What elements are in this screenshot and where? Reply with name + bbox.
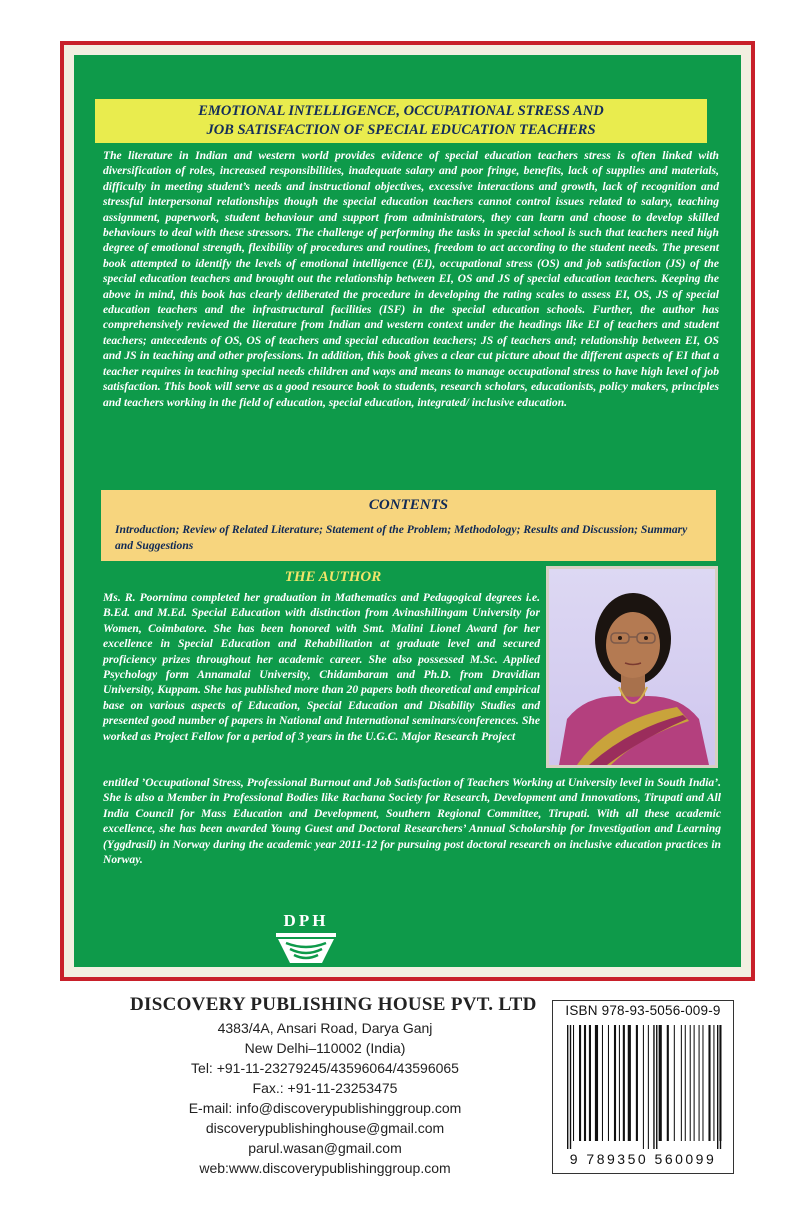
barcode-bar: [648, 1025, 649, 1149]
publisher-email-2: discoverypublishinghouse@gmail.com: [205, 1120, 445, 1136]
publisher-fax: Fax.: +91-11-23253475: [252, 1080, 398, 1096]
barcode-bar: [656, 1025, 657, 1149]
barcode-bar: [690, 1025, 691, 1141]
barcode-bar: [570, 1025, 571, 1149]
author-photo-frame: [546, 566, 718, 768]
contents-box: [101, 490, 716, 561]
barcode-bar: [579, 1025, 581, 1141]
barcode-bar: [636, 1025, 638, 1141]
barcode-bar: [619, 1025, 620, 1141]
barcode-bar: [595, 1025, 598, 1141]
barcode-bar: [628, 1025, 631, 1141]
barcode-bar: [681, 1025, 682, 1141]
barcode-bar: [674, 1025, 675, 1141]
isbn-label: ISBN 978-93-5056-009-9: [565, 1003, 721, 1018]
publisher-tel: Tel: +91-11-23279245/43596064/43596065: [191, 1060, 459, 1076]
publisher-address-2: New Delhi–110002 (India): [244, 1040, 406, 1056]
barcode-bar: [623, 1025, 625, 1141]
barcode-bar: [659, 1025, 662, 1141]
author-photo: [549, 569, 715, 765]
contents-heading: CONTENTS: [368, 497, 449, 513]
publisher-address-1: 4383/4A, Ansari Road, Darya Ganj: [217, 1020, 433, 1036]
barcode-bar: [589, 1025, 591, 1141]
book-blurb: The literature in Indian and western world provides evidence of special education teachers stress is often linked with diversification of roles, increased responsibilities, inadequate salary and poor fringe, benefits, lack of supplies and materials, difficulty in meeting student’s needs and instructional objectives, excessive interactions and growth, lack of recognition and stressful interpersonal relationships though the special education teachers cannot control issues related to salary, teaching assignment, paperwork, student behaviour and support from administrators, they can learn and choose to develop skilled behaviours to deal with these stressors. The challenge of performing the tasks in special school is such that teachers need high degree of emotional strength, flexibility of procedures and routines, freedom to act according to the student needs. The present book attempted to identify the levels of emotional intelligence (EI), occupational stress (OS) and job satisfaction (JS) of the special education teachers and brought out the relationship between EI, OS and JS of special education teachers. Keeping the above in mind, this book has clearly deliberated the procedure in developing the rating scales to assess EI, OS, JS of special education teachers and the infrastructural facilities (ISF) in the special education schools. Further, the author has comprehensively reviewed the literature from Indian and western context under the headings like EI of teachers and student teachers; antecedents of OS, OS of teachers and special education teachers; JS of teachers and; relationship between EI, OS and JS in teaching and other professions. In addition, this book gives a clear cut picture about the different aspects of EI that a teacher requires in teaching special needs children and ways and means to manage occupational stress to have high level of job satisfaction. This book will serve as a good resource book to students, research scholars, educationists, policy makers, principles and teachers working in the field of education, special education, integrated/ inclusive education.: [103, 149, 719, 409]
barcode-bar: [708, 1025, 710, 1141]
author-portrait-illustration: [549, 569, 715, 765]
barcode-bar: [713, 1025, 714, 1141]
barcode-bar: [717, 1025, 718, 1149]
publisher-logo-book-icon: [272, 911, 340, 971]
book-title-line-1: EMOTIONAL INTELLIGENCE, OCCUPATIONAL STRESS AND: [198, 103, 604, 119]
barcode-bar: [584, 1025, 586, 1141]
barcode-bar: [614, 1025, 616, 1141]
barcode-bar: [694, 1025, 695, 1141]
barcode-bar: [567, 1025, 568, 1149]
publisher-name: DISCOVERY PUBLISHING HOUSE PVT. LTD: [130, 994, 537, 1015]
publisher-logo: [272, 911, 340, 971]
barcode-bar: [643, 1025, 644, 1149]
barcode-bar: [702, 1025, 703, 1141]
barcode-bar: [720, 1025, 721, 1149]
barcode-bar: [667, 1025, 669, 1141]
barcode-bar: [573, 1025, 574, 1141]
author-heading: THE AUTHOR: [284, 569, 382, 585]
publisher-email-1: E-mail: info@discoverypublishinggroup.com: [188, 1100, 462, 1116]
barcode-bar: [699, 1025, 700, 1141]
barcode-icon: [559, 1025, 729, 1155]
book-title-line-2: JOB SATISFACTION OF SPECIAL EDUCATION TEACHERS: [206, 122, 596, 138]
publisher-website: web:www.discoverypublishinggroup.com: [199, 1160, 451, 1176]
publisher-email-3: parul.wasan@gmail.com: [248, 1140, 402, 1156]
book-title: [95, 99, 707, 143]
barcode-bar: [608, 1025, 609, 1141]
author-bio-part-1: Ms. R. Poornima completed her graduation in Mathematics and Pedagogical degrees i.e. B.Ed. and M.Ed. Special Education with distinction from Avinashilingam University for Women, Coimbatore. She has been honored with Smt. Malini Lionel Award for her excellence in Special Education and Rehabilitation at graduate level and secured proficiency prizes throughout her academic career. She also possessed M.Sc. Applied Psychology form Annamalai University, Chidambaram and Ph.D. from Dravidian University, Kuppam. She has published more than 20 papers both theoretical and empirical base on various aspects of Education, Special Education and Disability Studies and presented good number of papers in National and International seminars/conferences. She worked as Project Fellow for a period of 3 years in the U.G.C. Major Research Project: [103, 591, 540, 743]
barcode-bar: [685, 1025, 686, 1141]
barcode-bar: [602, 1025, 603, 1141]
publisher-logo-text: DPH: [283, 911, 329, 930]
isbn-digits: 9 789350 560099: [569, 1151, 717, 1167]
author-bio-part-2: entitled ’Occupational Stress, Professional Burnout and Job Satisfaction of Teachers Working at University level in South India’. She is also a Member in Professional Bodies like Rachana Society for Research, Development and Innovations, Tirupati and All India Council for Mass Education and Development, Southern Regional Committee, Tirupati. With all these academic excellence, she has been awarded Young Guest and Doctoral Researchers’ Annual Scholarship for Investigation and Learning (Yggdrasil) in Norway during the academic year 2011-12 for pursuing post doctoral research on inclusive education practices in Norway.: [103, 776, 721, 867]
barcode-bar: [653, 1025, 654, 1149]
isbn-barcode-box: [552, 1000, 734, 1174]
contents-text: Introduction; Review of Related Literature; Statement of the Problem; Methodology; Results and Discussion; Summary and Suggestions: [115, 523, 688, 552]
